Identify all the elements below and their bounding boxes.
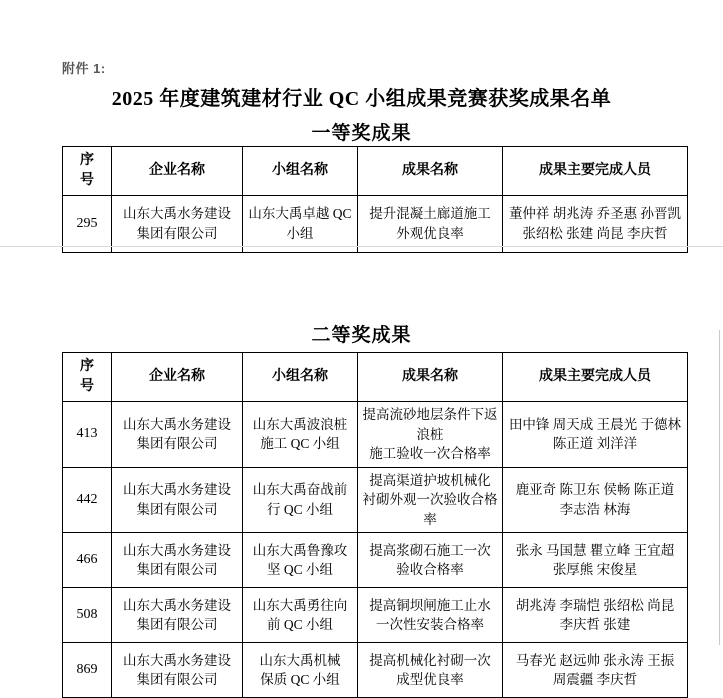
second-prize-table	[62, 352, 688, 698]
cell-group	[243, 402, 358, 468]
cell-company	[112, 533, 243, 588]
cell-members-line1: 胡兆涛 李瑞恺 张绍松 尚昆	[515, 597, 675, 613]
column-header-company: 企业名称	[112, 147, 243, 196]
cell-company-line1: 山东大禹水务建设	[123, 652, 231, 668]
section-heading-first-prize: 一等奖成果	[311, 123, 412, 144]
cell-members	[503, 588, 688, 643]
page-seam	[0, 246, 723, 247]
cell-group-line2: 保质 QC 小组	[260, 672, 340, 688]
cell-members-line1: 董仲祥 胡兆涛 乔圣惠 孙晋凯	[508, 206, 682, 222]
cell-members	[503, 643, 688, 698]
cell-group	[243, 588, 358, 643]
column-header-index	[63, 147, 112, 196]
cell-members-line2: 李志浩 林海	[559, 502, 631, 518]
column-header-index-line1: 序	[80, 358, 94, 374]
cell-result	[358, 533, 503, 588]
cell-group	[243, 533, 358, 588]
cell-members	[503, 402, 688, 468]
cell-members-line1: 马春光 赵远帅 张永涛 王振	[515, 652, 675, 668]
cell-result-line1: 提高浆砌石施工一次	[369, 542, 491, 558]
cell-group	[243, 467, 358, 533]
cell-members-line2: 张绍松 张建 尚昆 李庆哲	[522, 226, 668, 241]
cell-result-line2: 成型优良率	[396, 672, 464, 688]
table-row	[63, 533, 688, 588]
cell-company-line2: 集团有限公司	[136, 502, 218, 518]
table-row	[63, 402, 688, 468]
column-header-members: 成果主要完成人员	[503, 147, 688, 196]
cell-group-line2: 施工 QC 小组	[260, 436, 340, 452]
cell-company-line2: 集团有限公司	[136, 226, 218, 241]
page-right-edge-line	[719, 330, 720, 645]
cell-group	[243, 643, 358, 698]
cell-group-line2: 小组	[286, 226, 314, 241]
cell-result-line2: 外观优良率	[396, 226, 464, 241]
cell-index: 869	[63, 643, 112, 698]
cell-result-line2: 一次性安装合格率	[376, 617, 484, 633]
cell-result-line1: 提高流砂地层条件下返浪桩	[362, 407, 498, 442]
table-row	[63, 467, 688, 533]
cell-company	[112, 467, 243, 533]
cell-group-line2: 前 QC 小组	[266, 617, 333, 633]
cell-group-line2: 行 QC 小组	[266, 502, 333, 518]
section-heading-second-prize: 二等奖成果	[311, 325, 412, 346]
column-header-index-line2: 号	[80, 173, 94, 188]
cell-index: 442	[63, 467, 112, 533]
column-header-index	[63, 353, 112, 402]
cell-members-line2: 张厚熊 宋俊星	[552, 562, 638, 578]
cell-result	[358, 467, 503, 533]
cell-result	[358, 196, 503, 253]
cell-result-line1: 提高渠道护坡机械化	[369, 472, 491, 488]
cell-result	[358, 588, 503, 643]
cell-company	[112, 643, 243, 698]
cell-members-line1: 田中锋 周天成 王晨光 于德林	[508, 416, 682, 432]
cell-company	[112, 402, 243, 468]
cell-members	[503, 196, 688, 253]
cell-group-line1: 山东大禹卓越 QC	[248, 206, 352, 222]
column-header-group: 小组名称	[243, 353, 358, 402]
cell-members-line2: 周震疆 李庆哲	[552, 672, 638, 688]
table-row	[63, 196, 688, 253]
column-header-company: 企业名称	[112, 353, 243, 402]
cell-group-line1: 山东大禹鲁豫攻	[252, 542, 348, 558]
cell-result-line1: 提升混凝土廊道施工	[369, 206, 491, 222]
cell-members	[503, 533, 688, 588]
cell-index: 466	[63, 533, 112, 588]
column-header-index-line2: 号	[80, 379, 94, 394]
cell-company-line1: 山东大禹水务建设	[123, 482, 231, 498]
table-row	[63, 588, 688, 643]
cell-group-line2: 坚 QC 小组	[266, 562, 333, 578]
cell-company-line1: 山东大禹水务建设	[123, 597, 231, 613]
cell-company-line2: 集团有限公司	[136, 672, 218, 688]
cell-members-line1: 鹿亚奇 陈卫东 侯畅 陈正道	[515, 482, 675, 498]
cell-company-line1: 山东大禹水务建设	[123, 206, 231, 222]
cell-group-line1: 山东大禹奋战前	[252, 482, 348, 498]
cell-group-line1: 山东大禹勇往向	[252, 597, 348, 613]
cell-index: 295	[63, 196, 112, 253]
cell-group-line1: 山东大禹机械	[259, 652, 341, 668]
cell-company-line1: 山东大禹水务建设	[123, 416, 231, 432]
first-prize-table	[62, 146, 688, 253]
cell-members-line1: 张永 马国慧 瞿立峰 王宜超	[515, 542, 675, 558]
cell-company-line2: 集团有限公司	[136, 617, 218, 633]
cell-group	[243, 196, 358, 253]
table-row	[63, 643, 688, 698]
table-header-row	[63, 353, 688, 402]
cell-result-line2: 验收合格率	[396, 562, 464, 578]
cell-result-line1: 提高铜坝闸施工止水	[369, 597, 491, 613]
cell-members-line2: 陈正道 刘洋洋	[552, 436, 638, 452]
column-header-result: 成果名称	[358, 147, 503, 196]
cell-members-line2: 李庆哲 张建	[559, 617, 631, 633]
cell-result-line1: 提高机械化衬砌一次	[369, 652, 491, 668]
cell-group-line1: 山东大禹波浪桩	[252, 416, 348, 432]
column-header-index-line1: 序	[80, 152, 94, 168]
cell-members	[503, 467, 688, 533]
cell-result	[358, 402, 503, 468]
cell-company	[112, 588, 243, 643]
cell-result-line2: 衬砌外观一次验收合格率	[362, 492, 498, 527]
attachment-label: 附件 1:	[62, 61, 106, 76]
cell-result-line2: 施工验收一次合格率	[369, 446, 491, 462]
cell-index: 508	[63, 588, 112, 643]
cell-result	[358, 643, 503, 698]
column-header-members: 成果主要完成人员	[503, 353, 688, 402]
page-title: 2025 年度建筑建材行业 QC 小组成果竞赛获奖成果名单	[111, 88, 612, 110]
cell-company-line2: 集团有限公司	[136, 562, 218, 578]
cell-index: 413	[63, 402, 112, 468]
column-header-result: 成果名称	[358, 353, 503, 402]
cell-company	[112, 196, 243, 253]
column-header-group: 小组名称	[243, 147, 358, 196]
cell-company-line1: 山东大禹水务建设	[123, 542, 231, 558]
cell-company-line2: 集团有限公司	[136, 436, 218, 452]
table-header-row	[63, 147, 688, 196]
